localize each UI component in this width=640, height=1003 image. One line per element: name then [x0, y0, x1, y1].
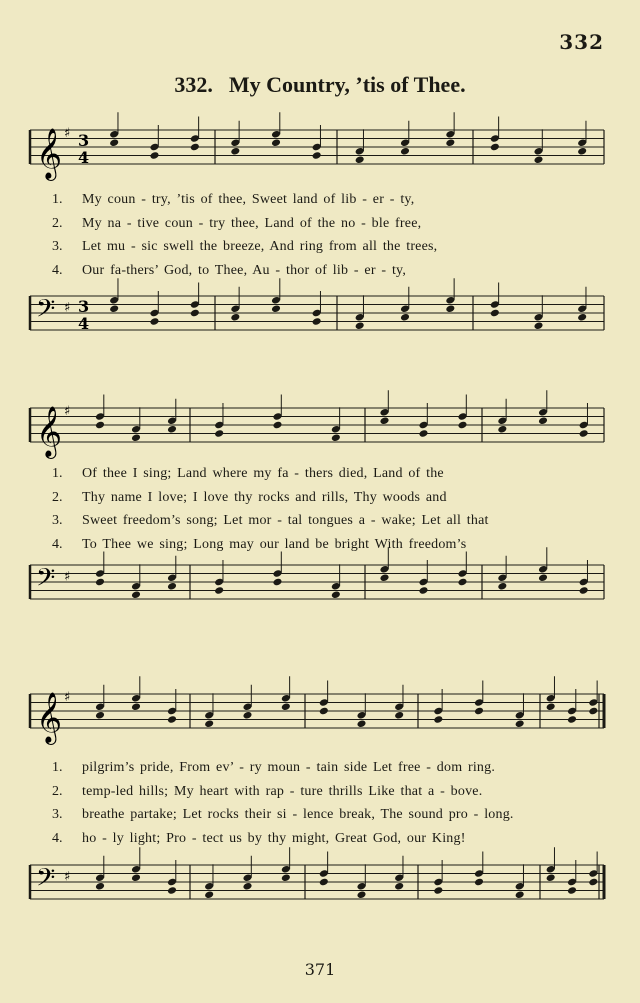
- note-head: [567, 715, 577, 724]
- verse-line: [52, 509, 604, 533]
- note-head: [588, 707, 598, 716]
- system-2-bass-staff: [0, 555, 640, 615]
- note-head: [190, 309, 200, 318]
- note-head: [167, 582, 177, 591]
- verse-number: 3.: [52, 239, 63, 254]
- verse-number: 4.: [52, 830, 63, 846]
- note-head: [230, 147, 240, 156]
- verse-line: [52, 780, 604, 804]
- note-head: [355, 321, 365, 330]
- note-head: [445, 304, 455, 313]
- note-head: [281, 873, 291, 882]
- system-1-bass-staff: [0, 286, 640, 346]
- treble-clef-icon: 𝄞: [36, 128, 63, 179]
- note-head: [214, 429, 224, 438]
- note-head: [95, 578, 105, 587]
- bass-clef-icon: 𝄢: [36, 863, 56, 899]
- note-head: [546, 873, 556, 882]
- note-head: [533, 321, 543, 330]
- note-head: [418, 586, 428, 595]
- note-head: [204, 890, 214, 899]
- note-head: [95, 711, 105, 720]
- note-head: [109, 138, 119, 147]
- lyric-text: My coun - try, ’tis of thee, Sweet land of lib - er - ty,: [82, 192, 415, 207]
- note-head: [457, 578, 467, 587]
- note-head: [579, 586, 589, 595]
- system-1-verses: [52, 188, 604, 282]
- note-head: [379, 573, 389, 582]
- note-head: [515, 719, 525, 728]
- note-head: [497, 425, 507, 434]
- verse-line: [52, 235, 604, 259]
- note-head: [457, 421, 467, 430]
- note-head: [394, 711, 404, 720]
- note-head: [356, 890, 366, 899]
- note-head: [394, 882, 404, 891]
- lyric-text: temp-led hills; My heart with rap - ture thrills Like that a - bove.: [82, 783, 483, 799]
- note-head: [497, 582, 507, 591]
- verse-line: [52, 462, 604, 486]
- note-head: [214, 586, 224, 595]
- verse-number: 2.: [52, 783, 63, 799]
- time-signature-top: 3: [78, 297, 90, 316]
- lyric-text: To Thee we sing; Long may our land be bright With freedom’s: [82, 536, 467, 552]
- note-head: [319, 878, 329, 887]
- note-head: [433, 715, 443, 724]
- verse-line: [52, 188, 604, 212]
- note-head: [356, 719, 366, 728]
- hymn-title-text: My Country, ’tis of Thee.: [228, 72, 466, 97]
- note-head: [312, 151, 322, 160]
- verse-number: 4.: [52, 262, 63, 278]
- note-head: [355, 155, 365, 164]
- note-head: [474, 707, 484, 716]
- note-head: [131, 433, 141, 442]
- note-head: [579, 429, 589, 438]
- note-head: [272, 421, 282, 430]
- verse-line: [52, 212, 604, 236]
- note-head: [167, 425, 177, 434]
- page-number: 371: [304, 960, 336, 979]
- note-head: [400, 313, 410, 322]
- note-head: [474, 878, 484, 887]
- verse-number: 2.: [52, 215, 63, 231]
- note-head: [546, 702, 556, 711]
- verse-number: 3.: [52, 513, 63, 528]
- verse-number: 1.: [52, 192, 63, 207]
- sharp-icon: ♯: [64, 126, 71, 141]
- verse-number: 2.: [52, 489, 63, 505]
- note-head: [131, 873, 141, 882]
- verse-line: [52, 259, 604, 283]
- note-head: [167, 886, 177, 895]
- note-head: [538, 573, 548, 582]
- sharp-icon: ♯: [64, 690, 71, 705]
- corner-hymn-number: 332: [559, 30, 604, 54]
- note-head: [281, 702, 291, 711]
- note-head: [167, 715, 177, 724]
- note-head: [533, 155, 543, 164]
- note-head: [319, 707, 329, 716]
- note-head: [433, 886, 443, 895]
- lyric-text: Let mu - sic swell the breeze, And ring from all the trees,: [82, 239, 438, 254]
- lyric-text: My na - tive coun - try thee, Land of the no - ble free,: [82, 215, 422, 231]
- verse-number: 3.: [52, 807, 63, 822]
- system-3-treble-staff: [0, 684, 640, 744]
- sharp-icon: ♯: [64, 569, 71, 585]
- bass-clef-icon: 𝄢: [36, 294, 56, 330]
- note-head: [204, 719, 214, 728]
- note-head: [331, 590, 341, 599]
- lyric-text: Sweet freedom’s song; Let mor - tal tongues a - wake; Let all that: [82, 513, 489, 528]
- note-head: [242, 882, 252, 891]
- note-head: [588, 878, 598, 887]
- time-signature-bottom: 4: [78, 148, 90, 167]
- note-head: [109, 304, 119, 313]
- note-head: [418, 429, 428, 438]
- note-head: [490, 309, 500, 318]
- note-head: [271, 138, 281, 147]
- system-2-treble-staff: [0, 398, 640, 458]
- note-head: [538, 416, 548, 425]
- verse-line: [52, 827, 604, 851]
- verse-line: [52, 803, 604, 827]
- treble-clef-icon: 𝄞: [36, 406, 63, 457]
- note-head: [577, 313, 587, 322]
- verse-number: 1.: [52, 466, 63, 481]
- note-head: [95, 421, 105, 430]
- note-head: [490, 143, 500, 152]
- note-head: [242, 711, 252, 720]
- sharp-icon: ♯: [64, 404, 71, 419]
- time-signature-bottom: 4: [78, 314, 90, 333]
- note-head: [515, 890, 525, 899]
- note-head: [131, 702, 141, 711]
- hymn-title: [0, 72, 640, 98]
- note-head: [312, 317, 322, 326]
- note-head: [577, 147, 587, 156]
- lyric-text: Our fa-thers’ God, to Thee, Au - thor of lib - er - ty,: [82, 262, 407, 278]
- lyric-text: ho - ly light; Pro - tect us by thy might, Great God, our King!: [82, 830, 466, 846]
- system-3-verses: [52, 756, 604, 850]
- verse-number: 4.: [52, 536, 63, 552]
- note-head: [190, 143, 200, 152]
- lyric-text: Of thee I sing; Land where my fa - thers died, Land of the: [82, 466, 444, 481]
- verse-line: [52, 756, 604, 780]
- time-signature-top: 3: [78, 131, 90, 150]
- verse-number: 1.: [52, 760, 63, 775]
- sharp-icon: ♯: [64, 869, 71, 885]
- note-head: [400, 147, 410, 156]
- lyric-text: Thy name I love; I love thy rocks and rills, Thy woods and: [82, 489, 447, 505]
- note-head: [445, 138, 455, 147]
- verse-line: [52, 533, 604, 557]
- treble-clef-icon: 𝄞: [36, 692, 63, 743]
- note-head: [95, 882, 105, 891]
- note-head: [271, 304, 281, 313]
- note-head: [149, 151, 159, 160]
- sharp-icon: ♯: [64, 300, 71, 316]
- system-1-treble-staff: [0, 120, 640, 180]
- note-head: [230, 313, 240, 322]
- note-head: [379, 416, 389, 425]
- lyric-text: breathe partake; Let rocks their si - lence break, The sound pro - long.: [82, 807, 514, 822]
- note-head: [149, 317, 159, 326]
- verse-line: [52, 486, 604, 510]
- bass-clef-icon: 𝄢: [36, 563, 56, 599]
- system-2-verses: [52, 462, 604, 556]
- lyric-text: pilgrim’s pride, From ev’ - ry moun - tain side Let free - dom ring.: [82, 760, 496, 775]
- note-head: [131, 590, 141, 599]
- note-head: [331, 433, 341, 442]
- note-head: [567, 886, 577, 895]
- note-head: [272, 578, 282, 587]
- system-3-bass-staff: [0, 855, 640, 915]
- hymn-number: 332.: [174, 72, 213, 97]
